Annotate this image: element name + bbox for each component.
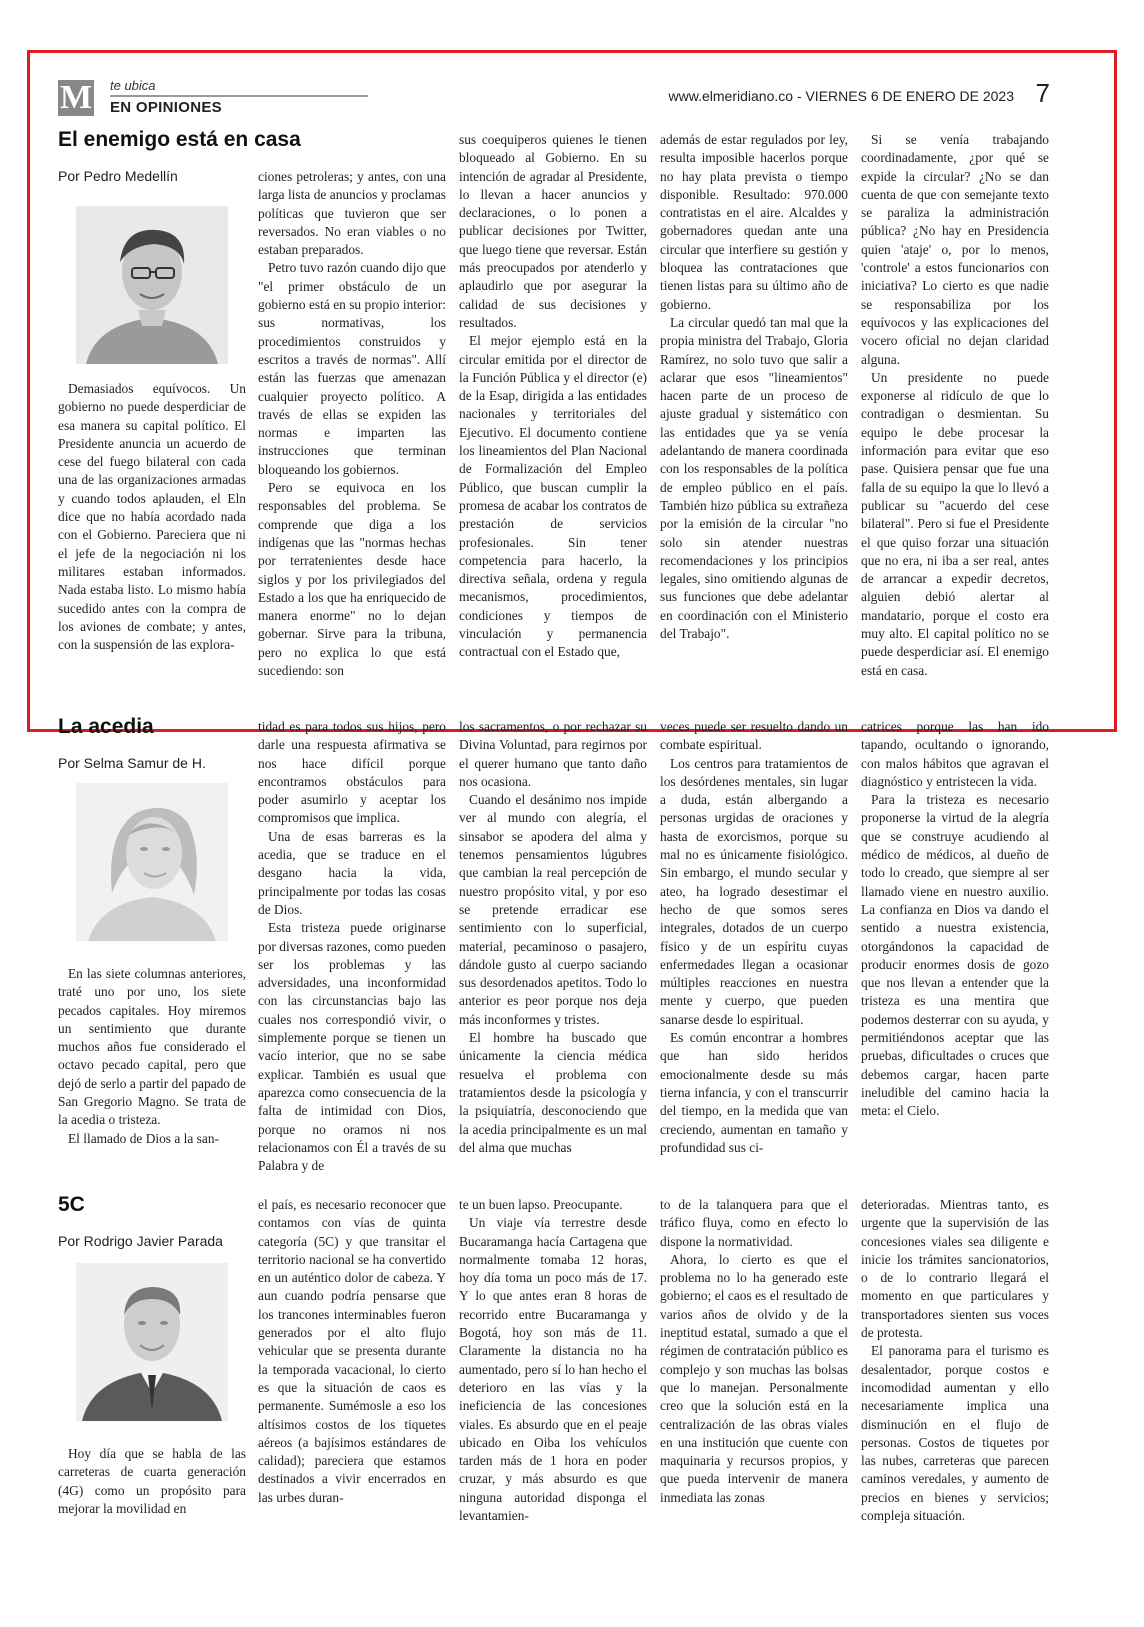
article-column [861,718,1049,1175]
paragraph: Cuando el desánimo nos impide ver al mundo con alegría, el sinsabor se apodera del alma y tenemos pensamientos lúgubres que cambian la real percepción de nuestro propósito vital, y por eso se pretende erradicar ese sentimiento con lo superficial, material, pecaminoso o pasajero, dándole gusto al cuerpo saciando sus desordenados apetitos. Todo lo anterior es peor porque nos deja más inconformes y tristes. [459,792,647,1027]
article-column [459,131,647,690]
paragraph: La circular quedó tan mal que la propia ministra del Trabajo, Gloria Ramírez, no solo tuvo que salir a aclarar que esos "lineamientos" hacen parte de un proceso de ajuste gradual y sistemático con las entidades que ya se venía adelantando de manera coordinada con los responsables de la política de empleo público en el país. También hizo pública su extrañeza por la emisión de la circular "no solo sin atender nuestras recomendaciones y los principios legales, sino omitiendo algunas de sus funciones que debe adelantar en coordinación con el Ministerio del Trabajo". [660,314,848,642]
masthead [58,76,1090,120]
article-column [258,718,446,1175]
article-column [459,1196,647,1613]
paragraph: el país, es necesario reconocer que contamos con vías de quinta categoría (5C) y que transitar el territorio nacional se ha convertido en un auténtico dolor de cabeza. Y aun cuando podría pensarse que los trancones interminables fueron generados por el alto flujo vehicular que se presenta durante la temporada vacacional, lo cierto es que la situación de caos es permanente. Sumémosle a eso los altísimos costos de los tiquetes aéreos (a bajísimos estándares de calidad); pareciera que estamos destinados a vivir encerrados en las urbes duran- [258,1197,446,1505]
paragraph: Petro tuvo razón cuando dijo que "el primer obstáculo de un gobierno está en su propio interior: sus normativas, los procedimientos construidos y escritos a través de normas". Allí están las fuerzas que amenazan cualquier proyecto político. A través de ellas se expiden las normas e imparten las instrucciones que terminan bloqueando los gobiernos. [258,260,446,477]
paragraph: Los centros para tratamientos de los desórdenes mentales, sin lugar a duda, están albergando a personas urgidas de oraciones y hasta de exorcismos, porque su mal no es únicamente fisiológico. Sin embargo, el mundo secular y ateo, ha logrado desestimar el hecho de que somos seres integrales, dotados de un cuerpo físico y de un espíritu cuyas enfermedades llegan a ocasionar múltiples reacciones en nuestra mente y cuerpo, que pueden sanarse desde lo espiritual. [660,755,848,1027]
article-column [660,1196,848,1613]
article-headline: La acedia [58,715,154,738]
paragraph: to de la talanquera para que el tráfico fluya, como en efecto lo dispone la normatividad. [660,1197,848,1249]
author-portrait-icon [76,783,228,941]
article-column [660,131,848,690]
page-number: 7 [1035,78,1050,108]
article-headline: El enemigo está en casa [58,128,301,151]
paragraph: Para la tristeza es necesario proponerse la virtud de la alegría que se construye acudiendo al médico de médicos, al dueño de todo lo creado, que siempre al ser llamado viene en nuestro auxilio. La confianza en Dios va dando el sentido a nuestra existencia, otorgándonos la capacidad de producir enormes dosis de gozo que nos llevan a entender que la tristeza es una mentira que podemos desterrar con su ayuda, y permitiéndonos aceptar que las pruebas, dificultades o cruces que debemos cargar, hacen parte ineludible del camino hacia la meta: el Cielo. [861,792,1049,1119]
paragraph: Demasiados equívocos. Un gobierno no puede desperdiciar de esa manera su capital político. El Presidente anuncia un acuerdo de cese del fuego bilateral con cada una de las organizaciones armadas y cuando todos aplauden, el Eln dice que no había acordado nada con el Gobierno. Pareciera que ni el jefe de la negociación ni los militares estaban informados. Nada estaba listo. Lo mismo había sucedido antes con la compra de los aviones de combate; y antes, con la suspensión de las explora- [58,381,246,653]
article-column [58,1445,246,1613]
paragraph: El panorama para el turismo es desalentador, porque costos e incomodidad aumentan y ello necesariamente implica una disminución en el flujo de personas. Costos de tiquetes por las nubes, carreteras que parecen caminos veredales, y aumento de precios en bienes y servicios; compleja situación. [861,1343,1049,1524]
section-rule [110,95,368,97]
paragraph: Una de esas barreras es la acedia, que se traduce en el desgano hacia la vida, principalmente por todas las cosas de Dios. [258,828,446,917]
paragraph: tidad es para todos sus hijos, pero darle una respuesta afirmativa se nos hace difícil porque encontramos obstáculos para poder asumirlo y aceptar los compromisos que implica. [258,719,446,826]
section-title: EN OPINIONES [110,99,222,116]
article-byline: Por Rodrigo Javier Parada [58,1233,223,1249]
paragraph: Es común encontrar a hombres que han sido heridos emocionalmente desde su más tierna infancia, y con el transcurrir del tiempo, en la medida que van creciendo, aumentan en tamaño y profundidad sus ci- [660,1030,848,1155]
paragraph: los sacramentos, o por rechazar su Divina Voluntad, para regirnos por el querer humano que tanto daño nos ocasiona. [459,719,647,789]
article-column [459,718,647,1175]
author-portrait-icon [76,1263,228,1421]
paragraph: además de estar regulados por ley, resulta imposible hacerlos porque no hay plata prevista o tiempo disponible. Resultado: 970.000 contratistas en el aire. Alcaldes y gobernadores quedan ante una circular que interfiere su gestión y bloquea las contrataciones que tienen listas para su último año de gobierno. [660,132,848,312]
article-column [58,380,246,690]
paragraph: Pero se equivoca en los responsables del problema. Se comprende que diga a los indígenas que las "normas hechas por terratenientes desde hace siglos y por los privilegiados del Estado a los que ha enriquecido de manera enorme" no lo dejan gobernar. Sirve para la tribuna, pero no explica lo que está sucediendo: son [258,480,446,679]
section-kicker: te ubica [110,78,156,93]
paragraph: Hoy día que se habla de las carreteras de cuarta generación (4G) como un propósito para mejorar la movilidad en [58,1446,246,1516]
article-column [660,718,848,1175]
article-column [861,1196,1049,1613]
article-column [861,131,1049,690]
article-1 [58,128,1090,688]
paragraph: En las siete columnas anteriores, traté uno por uno, los siete pecados capitales. Hoy miremos un sentimiento que durante muchos años fue considerado el octavo pecado capital, pero que dejó de serlo a partir del papado de San Gregorio Magno. Se trata de la acedia o tristeza. [58,966,246,1128]
paragraph: catrices porque las han ido tapando, ocultando o ignorando, con malos hábitos que agravan el diagnóstico y entristecen la vida. [861,719,1049,789]
logo-icon: M [59,79,93,116]
author-photo [76,206,228,364]
paragraph: El mejor ejemplo está en la circular emitida por el director de la Función Pública y el director (e) de la Esap, dirigida a las entidades nacionales y territoriales del Ejecutivo. El documento contiene los lineamientos del Plan Nacional de Formalización del Empleo Público, que buscan cumplir la promesa de acabar los contratos de prestación de servicios profesionales. Sin tener competencia para hacerlo, la directiva señala, ordena y regula mecanismos, procedimientos, condiciones y tiempos de vinculación y permanencia contractual con el Estado que, [459,333,647,660]
article-3 [58,1193,1090,1613]
article-byline: Por Pedro Medellín [58,168,178,184]
paragraph: Ahora, lo cierto es que el problema no lo ha generado este gobierno; el caos es el resultado de varios años de olvido y de la ineptitud estatal, sumado a que el régimen de contratación público es complejo y son muchas las bolsas que lo manejan. Personalmente creo que la solución está en la centralización de las obras viales en una institución que cuente con maquinaria y recursos propios, y que pueda intervenir de manera inmediata las zonas [660,1251,848,1505]
author-portrait-icon [76,206,228,364]
author-photo [76,1263,228,1421]
paragraph: El hombre ha buscado que únicamente la ciencia médica resuelva el problema con tratamientos desde la psicología y la psiquiatría, desconociendo que la acedia principalmente es un mal del alma que muchas [459,1030,647,1155]
paragraph: El llamado de Dios a la san- [68,1130,219,1146]
article-column [258,168,446,690]
article-column [258,1196,446,1613]
paragraph: Un viaje vía terrestre desde Bucaramanga hacía Cartagena que normalmente tomaba 12 horas, hoy día toma un poco más de 17. Y lo que antes eran 8 horas de recorrido entre Bucaramanga y Bogotá, hoy son más de 11. Claramente la distancia no ha aumentado, pero sí lo han hecho el deterioro en las vías y la ineficiencia de las concesiones viales. Es absurdo que en el peaje ubicado en Oiba los vehículos tarden más de 1 hora en poder cruzar, y más absurdo es que ninguna autoridad disponga el levantamien- [459,1215,647,1524]
article-2 [58,715,1090,1175]
author-photo [76,783,228,941]
article-byline: Por Selma Samur de H. [58,755,206,771]
paragraph: Esta tristeza puede originarse por diversas razones, como pueden ser los problemas y las adversidades, una inconformidad con las circunstancias bajo las cuales nos correspondió vivir, o simplemente porque se tienen un vacío interior, que no se sabe explicar. También es usual que aparezca como consecuencia de la falta de intimidad con Dios, porque no oramos ni nos relacionamos con Él a través de su Palabra y de [258,920,446,1174]
paragraph: Un presidente no puede exponerse al ridículo de que lo contradigan o desmientan. Su equipo le debe procesar la información para evitar que eso pase. Quisiera pensar que fue una falla de su equipo la que lo llevó a publicar su "acuerdo del cese bilateral". Pero si fue el Presidente el que quiso forzar una situación que no era, ni iba a ser real, antes de arrancar a expedir decretos, alguien debió alertar al mandatario, porque el costo era muy alto. El capital político no se puede desperdiciar así. El enemigo está en casa. [861,369,1049,678]
article-column [58,965,246,1175]
dateline: www.elmeridiano.co - VIERNES 6 DE ENERO DE 2023 [668,88,1014,104]
paragraph: veces puede ser resuelto dando un combate espiritual. [660,719,848,753]
paragraph: sus coequiperos quienes le tienen bloqueado al Gobierno. En su intención de agradar al Presidente, lo llevan a hacer anuncios y declaraciones, o lo ponen a publicar decisiones por Twitter, que luego tiene que reversar. Están más preocupados por atenderlo y aplaudirlo que por asegurar la calidad de sus decisiones y resultados. [459,132,647,330]
article-headline: 5C [58,1193,85,1216]
paragraph: deterioradas. Mientras tanto, es urgente que la supervisión de las concesiones viales sea diligente e inicie los trámites sancionatorios, o de lo contrario llegará el momento en que particulares y transportadores sienten sus voces de protesta. [861,1197,1049,1341]
paragraph: ciones petroleras; y antes, con una larga lista de anuncios y proclamas políticas que tuvieron que ser reversados. No eran viables o no estaban preparados. [258,169,446,258]
paragraph: te un buen lapso. Preocupante. [459,1197,623,1212]
paragraph: Si se venía trabajando coordinadamente, ¿por qué se expide la circular? ¿No se dan cuenta de que con semejante texto se paraliza la administración pública? ¿No hay en Presidencia quien 'ataje' o, por lo menos, 'controle' a estos funcionarios con iniciativa? Lo cierto es que nadie se responsabiliza por los equívocos y las explicaciones del vocero oficial no dejan claridad alguna. [861,132,1049,367]
